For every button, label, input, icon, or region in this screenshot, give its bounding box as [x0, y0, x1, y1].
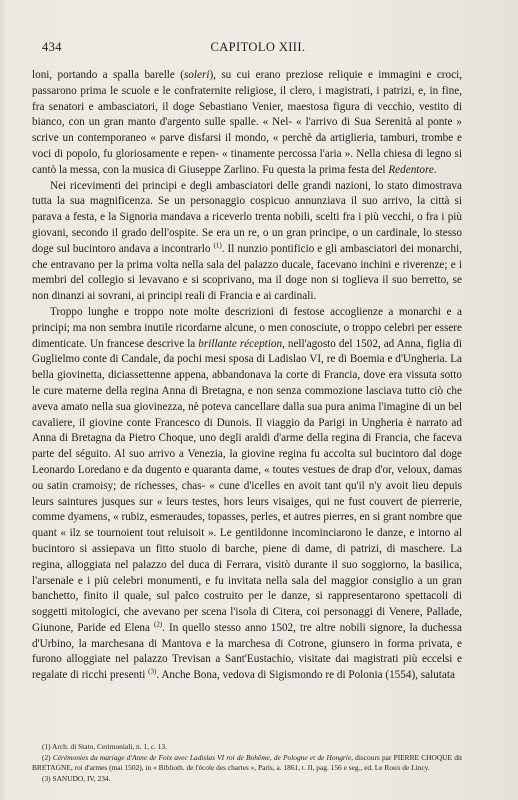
footnotes: [32, 742, 462, 784]
footnote-1: (1) Arch. di Stato, Cerimoniali, n. 1, c. 13.: [42, 742, 168, 751]
footnote-ref: (1): [213, 241, 222, 250]
paragraph-3: Troppo lunghe e troppo note molte descrizioni di festose accoglienze a monarchi e a principi; ma non sembra inutile ricordarne alcune, o men conosciute, o troppo celebri per essere dimenticate. Un francese descrive la brillante réception, nell'agosto del 1502, ad Anna, figlia di Guglielmo conte di Candale, da pochi mesi sposa di Ladislao VI, re di Boemia e d'Ungheria. La bella giovinetta, diciassettenne appena, abbandonava la corte di Francia, dove era vissuta sotto le cure materne della regina Anna di Bretagna, e non senza commozione lasciava tutto ciò che aveva amato nella sua giovinezza, nè poteva cancellare dalla sua pura anima l'imagine di un bel cavaliere, il giovine conte Francesco di Dunois. Il viaggio da Parigi in Ungheria è narrato ad Anna di Bretagna da Pietro Choque, uno degli araldi d'arme della regina di Francia, che faceva parte del séguito. Al suo arrivo a Venezia, la giovine regina fu accolta sul bucintoro dal doge Leonardo Loredano e da dugento e quaranta dame, « toutes vestues de drap d'or, veloux, damas ou satin cramoisy; de richesses, chas- « cune d'icelles en avoit tant qu'il n'y avoit lieu depuis leurs saintures jusques sur « leurs testes, hors leurs visaiges, qui ne fust couvert de pierrerie, comme dyamens, « rubiz, esmeraudes, topasses, perles, et autres pierres, en si grant nombre que quant « ilz se tournoient tout reluisoit ». Le gentildonne incominciarono le danze, e intorno al bucintoro si assiepava un fitto stuolo di barche, piene di dame, di patrizi, di maschere. La regina, alloggiata nel palazzo del duca di Ferrara, visitò durante il suo soggiorno, la basilica, l'arsenale e i più celebri monumenti, e fu invitata nella sala del maggior consiglio a un gran banchetto, finito il quale, sul palco costruito per le danze, si rappresentarono spettacoli di soggetti mitologici, che avevano per scena l'isola di Citera, coi personaggi di Venere, Pallade, Giunone, Paride ed Elena $^{(2)}$. In quello stesso anno 1502, tre altre nobili signore, la duchessa d'Urbino, la marchesana di Mantova e la marchesa di Cotrone, giunsero in forma privata, e furono alloggiate nel palazzo Trevisan a Sant'Eustachio, visitate dai magistrati più eccelsi e regalate di ricchi presenti $^{(3)}$. Anche Bona, vedova di Sigismondo re di Polonia (1554), salutata: [32, 305, 463, 682]
italic-term: Redentore: [388, 163, 434, 176]
footnote-2: (2) Cérémonies du mariage d'Anne de Foix avec Ladislas VI roi de Bohême, de Pologne et de Hongrie, discours par PIERRE CHOQUE dit BRETAGNE, roi d'armes (mai 1502), in « Biblioth. de l'école des chartes », Paris, a. 1861, t. II, pag. 156 e seg., ed. Le Roux de Lincy.: [32, 752, 463, 773]
footnote-ref: (3): [148, 667, 157, 676]
italic-term: brillante réception: [198, 337, 283, 350]
paragraph-2: Nei ricevimenti dei principi e degli ambasciatori delle grandi nazioni, lo stato dimostrava tutta la sua magnificenza. Se un personaggio cospicuo annunziava il suo arrivo, la città si parava a festa, e la Signoria mandava a riceverlo trenta nobili, scelti fra i più vecchi, o fra i più giovani, secondo il grado dell'ospite. Se era un re, o un gran principe, o un cardinale, lo stesso doge sul bucintoro andava a incontrarlo $^{(1)}$. Il nunzio pontificio e gli ambasciatori dei monarchi, che entravano per la prima volta nella sala del palazzo ducale, facevano inchini e riverenze; e i membri del collegio si levavano e si scoprivano, ma il doge non si toglieva il suo berretto, se non dinanzi ai sovrani, ai principi reali di Francia e ai cardinali.: [32, 179, 463, 303]
footnote-ref: (2): [153, 620, 163, 629]
page-number: 434: [42, 40, 62, 54]
page-header: [42, 40, 458, 56]
main-text: [32, 68, 462, 684]
paragraph-1: loni, portando a spalla barelle (soleri), su cui erano preziose reliquie e immagini e croci, passarono prima le scuole e le confraternite religiose, il clero, i magistrati, i patrizi, e, in fine, fra senatori e ambasciatori, il doge Sebastiano Venier, maestosa figura di vecchio, vestito di bianco, con un gran manto d'argento sulle spalle. « Nel- « l'arrivo di Sua Serenità al ponte » scrive un contemporaneo « parve disfarsi il mondo, « perchè da artiglieria, tamburi, trombe e voci di popolo, fu gloriosamente e repen- « tinamente percossa l'aria ». Nella chiesa di legno si cantò la messa, con la musica di Giuseppe Zarlino. Fu questa la prima festa del Redentore.: [32, 69, 463, 176]
footnote-3: (3) SANUDO, IV, 234.: [42, 773, 111, 783]
italic-term: soleri: [183, 69, 210, 81]
italic-title: Cérémonies du mariage d'Anne de Foix avec Ladislas VI roi de Bohême, de Pologne et de Hongrie: [52, 752, 352, 762]
running-title: CAPITOLO XIII.: [210, 40, 306, 54]
